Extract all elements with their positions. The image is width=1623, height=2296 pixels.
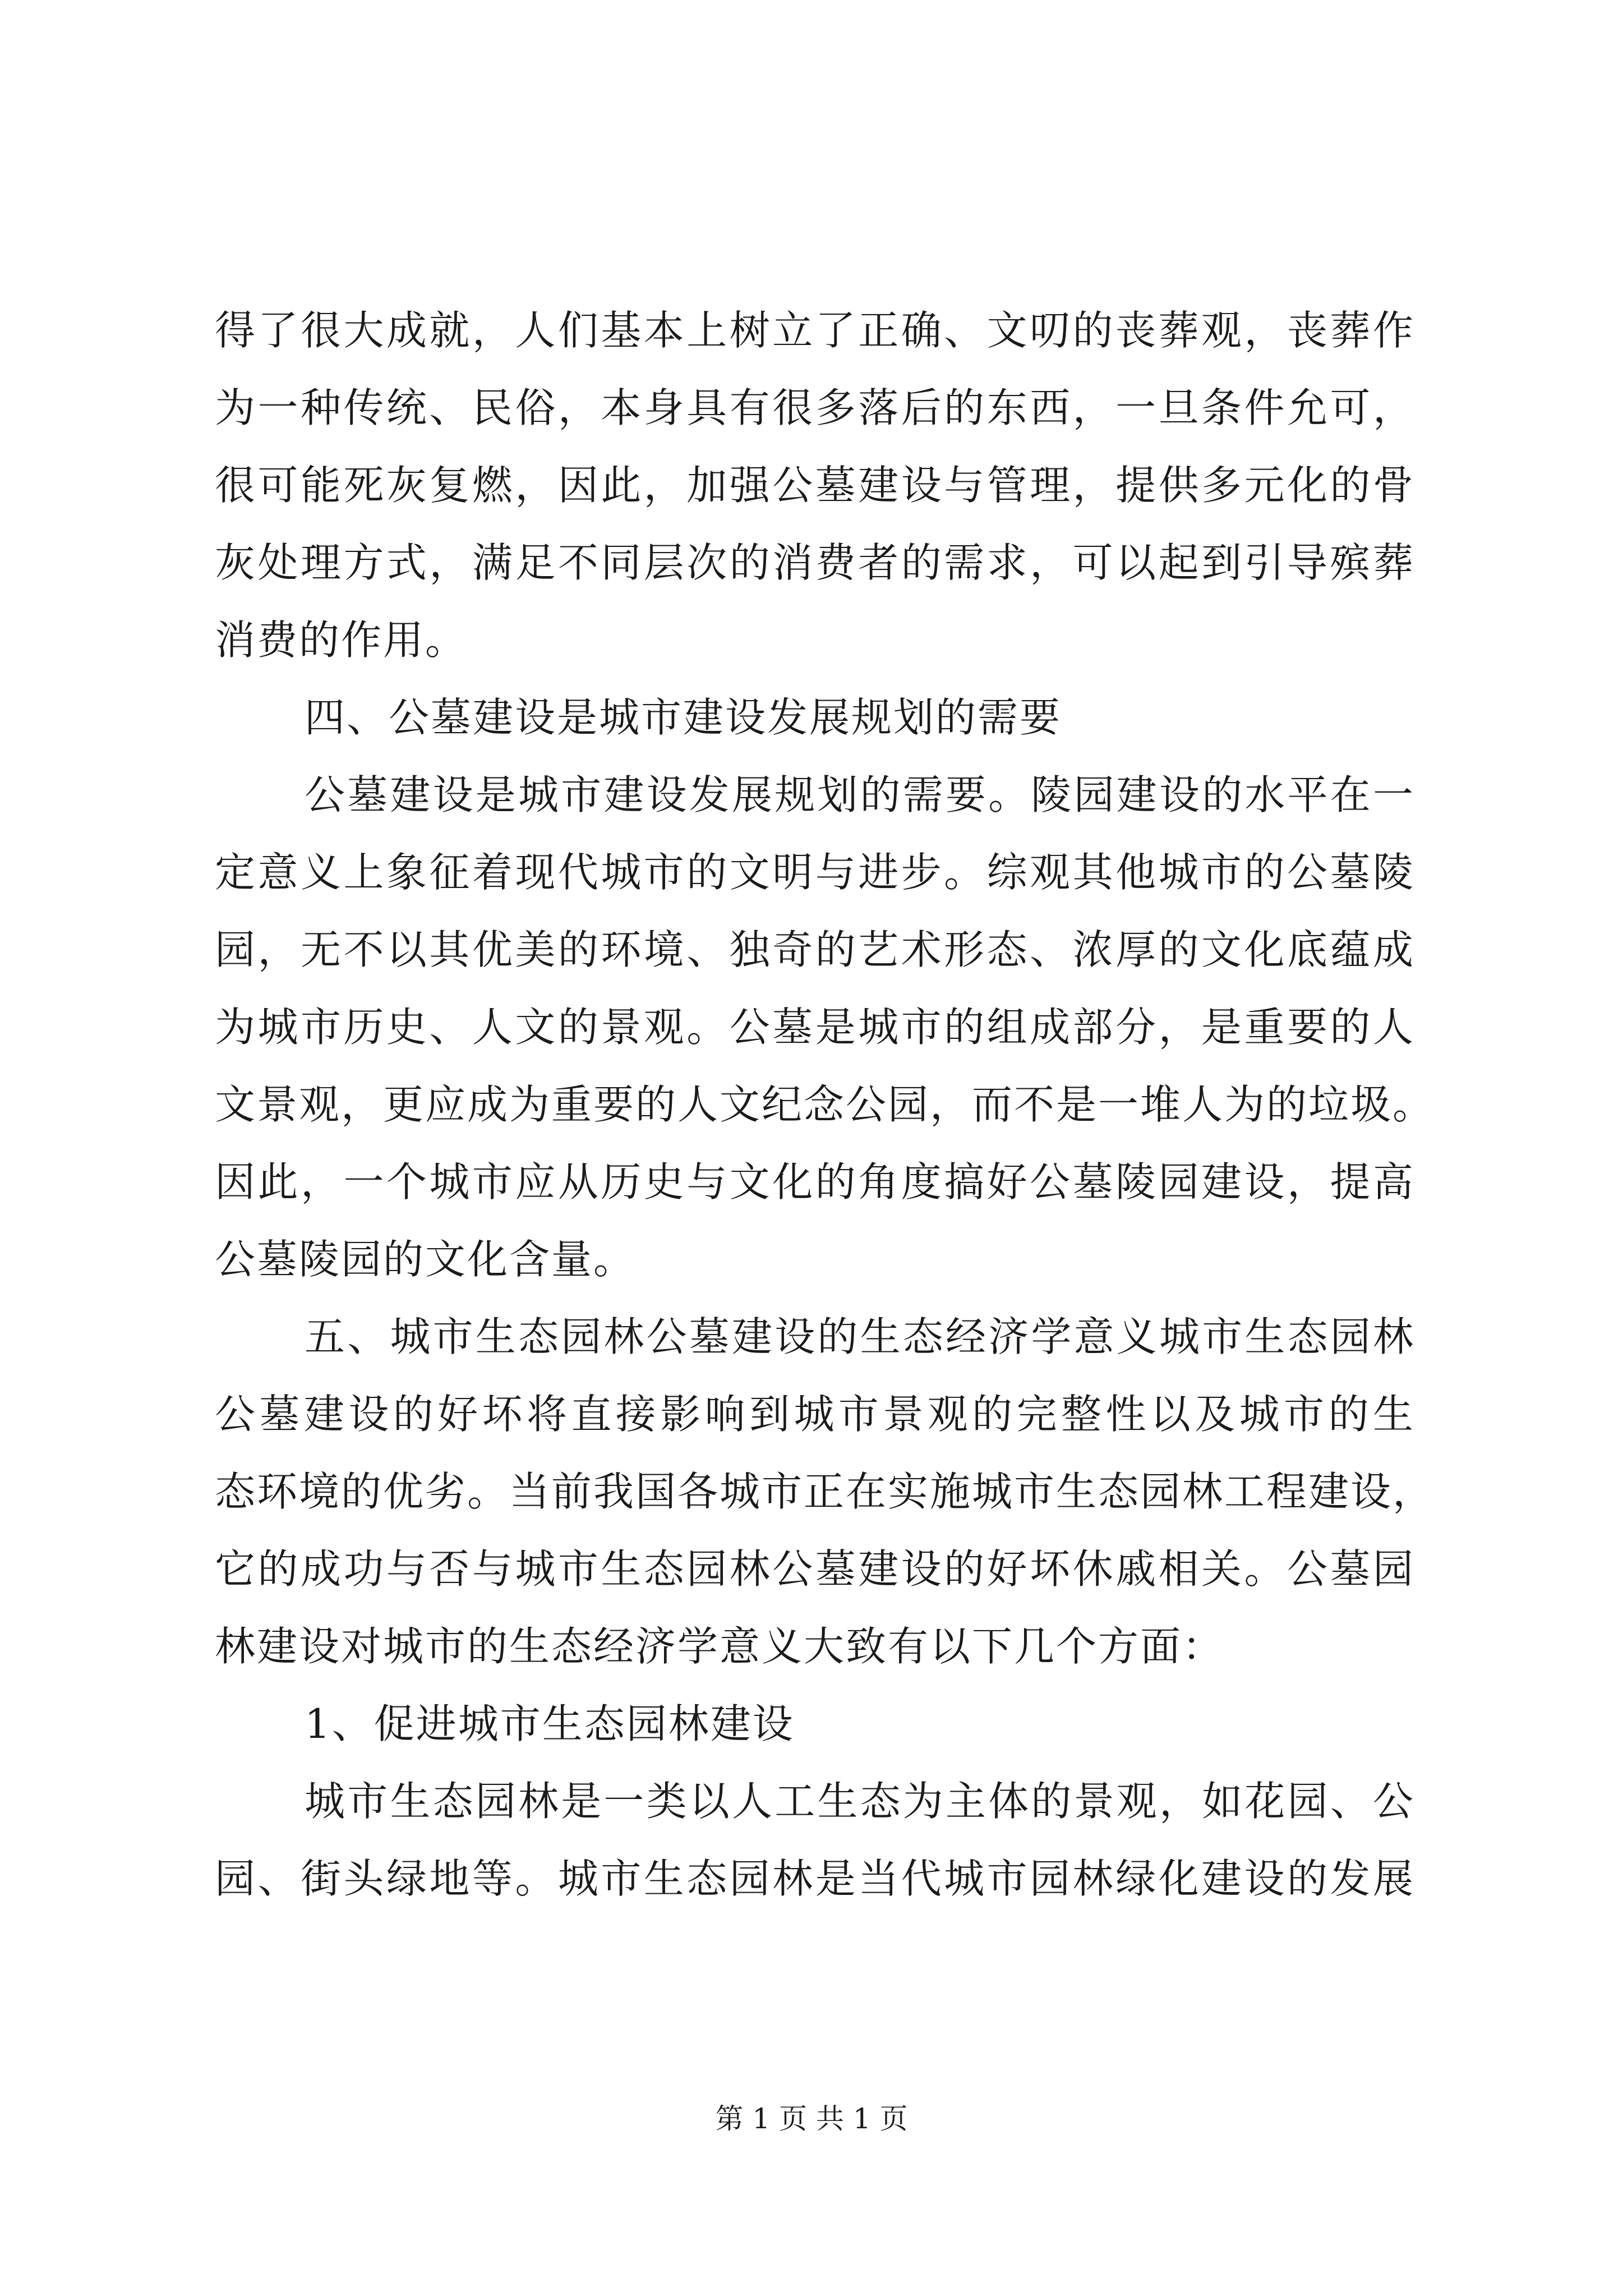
text-line: 灰处理方式，满足不同层次的消费者的需求，可以起到引导殡葬 xyxy=(215,539,1415,586)
text-line: 1、促进城市生态园林建设 xyxy=(305,1700,795,1747)
document-body xyxy=(215,292,1435,1917)
text-line: 公墓建设的好坏将直接影响到城市景观的完整性以及城市的生 xyxy=(215,1391,1415,1438)
text-line: 公墓建设是城市建设发展规划的需要。陵园建设的水平在一 xyxy=(305,771,1415,818)
text-line: 定意义上象征着现代城市的文明与进步。综观其他城市的公墓陵 xyxy=(215,849,1415,896)
text-line: 城市生态园林是一类以人工生态为主体的景观，如花园、公 xyxy=(305,1778,1415,1825)
text-line: 文景观，更应成为重要的人文纪念公园，而不是一堆人为的垃圾。 xyxy=(215,1081,1435,1128)
text-line: 四、公墓建设是城市建设发展规划的需要 xyxy=(305,694,1062,741)
text-line: 公墓陵园的文化含量。 xyxy=(215,1236,636,1283)
text-line: 得了很大成就，人们基本上树立了正确、文叨的丧葬观，丧葬作 xyxy=(215,307,1415,354)
text-line: 为城市历史、人文的景观。公墓是城市的组成部分，是重要的人 xyxy=(215,1004,1415,1051)
text-line: 园，无不以其优美的环境、独奇的艺术形态、浓厚的文化底蕴成 xyxy=(215,926,1415,973)
text-line: 它的成功与否与城市生态园林公墓建设的好坏休戚相关。公墓园 xyxy=(215,1545,1415,1593)
text-line: 态环境的优劣。当前我国各城市正在实施城市生态园林工程建设， xyxy=(215,1468,1435,1515)
text-line: 很可能死灰复燃，因此，加强公墓建设与管理，提供多元化的骨 xyxy=(215,462,1415,509)
text-line: 为一种传统、民俗，本身具有很多落后的东西，一旦条件允可， xyxy=(215,384,1415,431)
text-line: 消费的作用。 xyxy=(215,616,468,664)
text-line: 五、城市生态园林公墓建设的生态经济学意义城市生态园林 xyxy=(305,1313,1415,1360)
text-line: 林建设对城市的生态经济学意义大致有以下几个方面： xyxy=(215,1623,1225,1670)
text-line: 因此，一个城市应从历史与文化的角度搞好公墓陵园建设，提高 xyxy=(215,1158,1415,1205)
text-line: 园、街头绿地等。城市生态园林是当代城市园林绿化建设的发展 xyxy=(215,1855,1415,1902)
page-number-footer: 第 1 页 共 1 页 xyxy=(715,2102,908,2135)
